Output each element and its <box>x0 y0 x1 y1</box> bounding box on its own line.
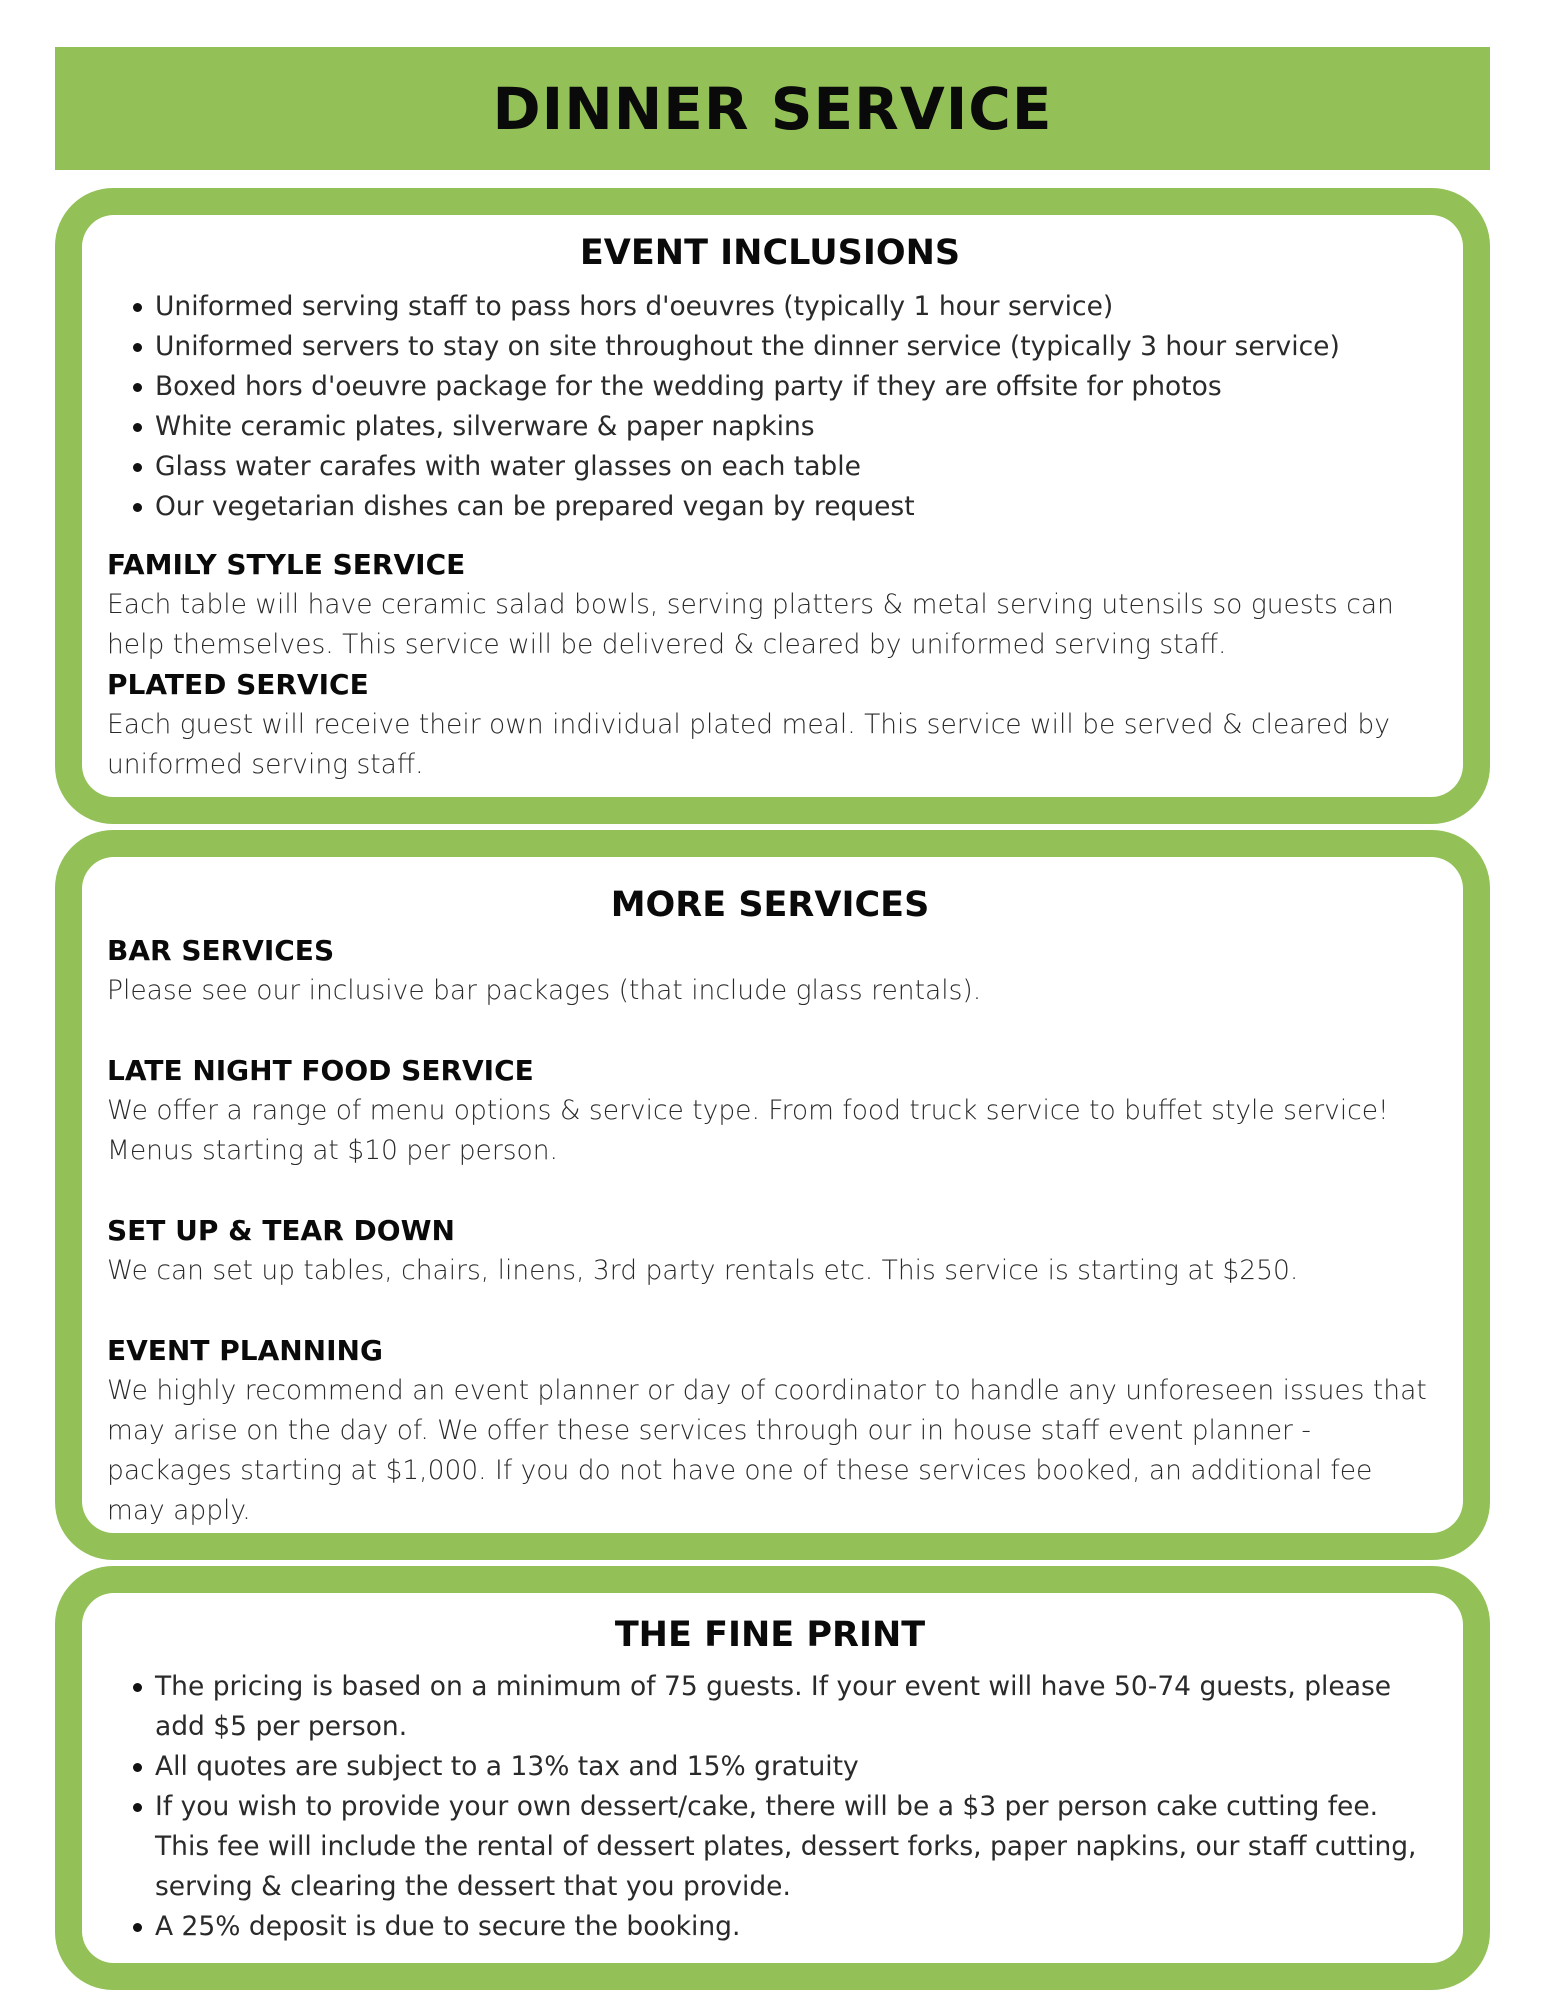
plated-text: Each guest will receive their own individual plated meal. This service will be served & cleared by uniformed serving staff. <box>107 709 1390 780</box>
event-inclusions-panel <box>82 215 1463 797</box>
list-item: If you wish to provide your own dessert/cake, there will be a $3 per person cake cutting fee. This fee will include the rental of dessert plates, dessert forks, paper napkins, our staff cutting, serving & clearing the dessert that you provide. <box>155 1787 1433 1907</box>
list-item: Our vegetarian dishes can be prepared vegan by request <box>155 487 1433 527</box>
fine-print-title: THE FINE PRINT <box>614 1615 926 1655</box>
late-night-text: We offer a range of menu options & service type. From food truck service to buffet style service! Menus starting at $10 per person. <box>107 1095 1389 1166</box>
family-style-text: Each table will have ceramic salad bowls, serving platters & metal serving utensils so guests can help themselves. This service will be delivered & cleared by uniformed serving staff. <box>107 589 1394 660</box>
fine-print-card <box>55 1566 1490 1990</box>
late-night-heading: LATE NIGHT FOOD SERVICE <box>107 1054 534 1087</box>
list-item: The pricing is based on a minimum of 75 guests. If your event will have 50-74 guests, please add $5 per person. <box>155 1667 1433 1747</box>
bar-services-heading: BAR SERVICES <box>107 934 335 967</box>
event-inclusions-card <box>55 188 1490 824</box>
fine-print-list <box>107 1667 1433 1947</box>
more-services-panel <box>82 857 1463 1533</box>
list-item: Boxed hors d'oeuvre package for the wedding party if they are offsite for photos <box>155 367 1433 407</box>
family-style-heading: FAMILY STYLE SERVICE <box>107 548 466 581</box>
setup-text: We can set up tables, chairs, linens, 3rd party rentals etc. This service is starting at $250. <box>107 1255 1299 1286</box>
list-item: Uniformed serving staff to pass hors d'oeuvres (typically 1 hour service) <box>155 287 1433 327</box>
list-item: All quotes are subject to a 13% tax and 15% gratuity <box>155 1747 1433 1787</box>
plated-heading: PLATED SERVICE <box>107 668 369 701</box>
more-services-card <box>55 830 1490 1560</box>
event-inclusions-list <box>107 287 1433 527</box>
event-inclusions-title: EVENT INCLUSIONS <box>579 233 961 273</box>
bar-services-text: Please see our inclusive bar packages (that include glass rentals). <box>107 975 982 1006</box>
event-planning-text: We highly recommend an event planner or day of coordinator to handle any unforeseen issues that may arise on the day of. We offer these services through our in house staff event planner - packages starting at $1,000. If you do not have one of these services booked, an additional fee may apply. <box>107 1375 1427 1526</box>
list-item: A 25% deposit is due to secure the booking. <box>155 1907 1433 1947</box>
fine-print-panel <box>82 1593 1463 1963</box>
list-item: White ceramic plates, silverware & paper napkins <box>155 407 1433 447</box>
list-item: Glass water carafes with water glasses on each table <box>155 447 1433 487</box>
setup-heading: SET UP & TEAR DOWN <box>107 1214 455 1247</box>
page-title: DINNER SERVICE <box>492 74 1053 143</box>
more-services-title: MORE SERVICES <box>610 885 930 925</box>
event-planning-heading: EVENT PLANNING <box>107 1334 383 1367</box>
title-banner <box>55 47 1490 170</box>
list-item: Uniformed servers to stay on site throughout the dinner service (typically 3 hour service) <box>155 327 1433 367</box>
